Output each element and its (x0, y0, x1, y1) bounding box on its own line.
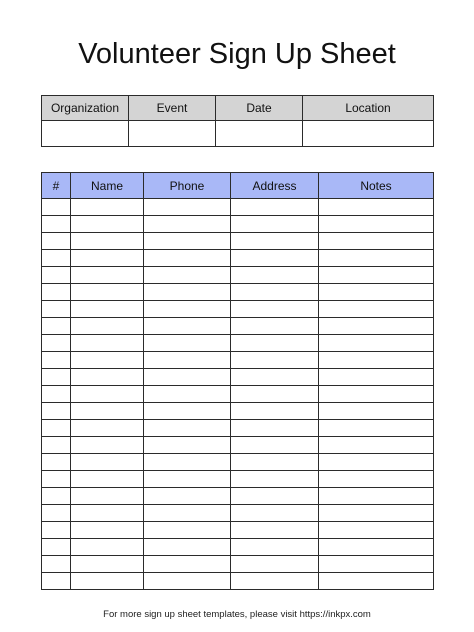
table-row (42, 437, 434, 454)
number-cell[interactable] (42, 318, 71, 335)
table-row (42, 454, 434, 471)
name-cell[interactable] (71, 522, 144, 539)
phone-cell[interactable] (144, 199, 231, 216)
table-row (42, 420, 434, 437)
name-cell[interactable] (71, 284, 144, 301)
number-header: # (42, 173, 71, 199)
table-row (42, 573, 434, 590)
table-row (42, 539, 434, 556)
address-cell[interactable] (231, 386, 319, 403)
table-row (42, 352, 434, 369)
name-cell[interactable] (71, 573, 144, 590)
date-header: Date (216, 96, 303, 121)
notes-cell[interactable] (319, 216, 434, 233)
notes-cell[interactable] (319, 284, 434, 301)
roster-header-row (42, 173, 434, 199)
address-cell[interactable] (231, 420, 319, 437)
address-cell[interactable] (231, 539, 319, 556)
table-row (42, 335, 434, 352)
address-cell[interactable] (231, 471, 319, 488)
name-cell[interactable] (71, 437, 144, 454)
phone-cell[interactable] (144, 216, 231, 233)
notes-cell[interactable] (319, 403, 434, 420)
name-cell[interactable] (71, 556, 144, 573)
number-cell[interactable] (42, 199, 71, 216)
name-cell[interactable] (71, 539, 144, 556)
address-cell[interactable] (231, 216, 319, 233)
phone-cell[interactable] (144, 335, 231, 352)
address-cell[interactable] (231, 556, 319, 573)
organization-field[interactable] (42, 121, 129, 147)
number-cell[interactable] (42, 471, 71, 488)
name-cell[interactable] (71, 216, 144, 233)
number-cell[interactable] (42, 573, 71, 590)
address-cell[interactable] (231, 335, 319, 352)
notes-cell[interactable] (319, 522, 434, 539)
address-cell[interactable] (231, 437, 319, 454)
notes-cell[interactable] (319, 556, 434, 573)
phone-cell[interactable] (144, 267, 231, 284)
address-cell[interactable] (231, 284, 319, 301)
event-info-header-row (42, 96, 434, 121)
table-row (42, 233, 434, 250)
notes-cell[interactable] (319, 488, 434, 505)
phone-cell[interactable] (144, 556, 231, 573)
number-cell[interactable] (42, 352, 71, 369)
phone-cell[interactable] (144, 233, 231, 250)
notes-cell[interactable] (319, 301, 434, 318)
notes-cell[interactable] (319, 573, 434, 590)
phone-cell[interactable] (144, 403, 231, 420)
event-info-value-row (42, 121, 434, 147)
table-row (42, 403, 434, 420)
table-row (42, 301, 434, 318)
address-cell[interactable] (231, 352, 319, 369)
notes-header: Notes (319, 173, 434, 199)
notes-cell[interactable] (319, 352, 434, 369)
address-cell[interactable] (231, 522, 319, 539)
phone-cell[interactable] (144, 573, 231, 590)
number-cell[interactable] (42, 233, 71, 250)
table-row (42, 216, 434, 233)
table-row (42, 522, 434, 539)
location-field[interactable] (303, 121, 434, 147)
event-field[interactable] (129, 121, 216, 147)
phone-cell[interactable] (144, 454, 231, 471)
address-cell[interactable] (231, 250, 319, 267)
notes-cell[interactable] (319, 335, 434, 352)
footer-note: For more sign up sheet templates, please visit https://inkpx.com (103, 609, 371, 620)
table-row (42, 505, 434, 522)
name-cell[interactable] (71, 199, 144, 216)
table-row (42, 386, 434, 403)
number-cell[interactable] (42, 488, 71, 505)
name-cell[interactable] (71, 250, 144, 267)
page-title: Volunteer Sign Up Sheet (78, 38, 396, 70)
phone-header: Phone (144, 173, 231, 199)
number-cell[interactable] (42, 301, 71, 318)
number-cell[interactable] (42, 284, 71, 301)
phone-cell[interactable] (144, 352, 231, 369)
name-cell[interactable] (71, 369, 144, 386)
number-cell[interactable] (42, 522, 71, 539)
phone-cell[interactable] (144, 369, 231, 386)
table-row (42, 199, 434, 216)
phone-cell[interactable] (144, 420, 231, 437)
phone-cell[interactable] (144, 386, 231, 403)
notes-cell[interactable] (319, 505, 434, 522)
table-row (42, 318, 434, 335)
notes-cell[interactable] (319, 420, 434, 437)
address-cell[interactable] (231, 318, 319, 335)
date-field[interactable] (216, 121, 303, 147)
address-cell[interactable] (231, 454, 319, 471)
notes-cell[interactable] (319, 539, 434, 556)
phone-cell[interactable] (144, 250, 231, 267)
number-cell[interactable] (42, 369, 71, 386)
phone-cell[interactable] (144, 488, 231, 505)
notes-cell[interactable] (319, 199, 434, 216)
table-row (42, 471, 434, 488)
number-cell[interactable] (42, 267, 71, 284)
notes-cell[interactable] (319, 250, 434, 267)
address-cell[interactable] (231, 301, 319, 318)
number-cell[interactable] (42, 420, 71, 437)
number-cell[interactable] (42, 556, 71, 573)
roster-body (42, 199, 434, 590)
number-cell[interactable] (42, 386, 71, 403)
name-cell[interactable] (71, 318, 144, 335)
number-cell[interactable] (42, 539, 71, 556)
number-cell[interactable] (42, 335, 71, 352)
number-cell[interactable] (42, 454, 71, 471)
phone-cell[interactable] (144, 284, 231, 301)
table-row (42, 488, 434, 505)
phone-cell[interactable] (144, 318, 231, 335)
name-cell[interactable] (71, 267, 144, 284)
table-row (42, 369, 434, 386)
name-cell[interactable] (71, 488, 144, 505)
notes-cell[interactable] (319, 369, 434, 386)
name-cell[interactable] (71, 454, 144, 471)
name-cell[interactable] (71, 403, 144, 420)
number-cell[interactable] (42, 505, 71, 522)
notes-cell[interactable] (319, 471, 434, 488)
number-cell[interactable] (42, 437, 71, 454)
address-cell[interactable] (231, 267, 319, 284)
notes-cell[interactable] (319, 267, 434, 284)
name-cell[interactable] (71, 471, 144, 488)
phone-cell[interactable] (144, 505, 231, 522)
name-cell[interactable] (71, 420, 144, 437)
notes-cell[interactable] (319, 454, 434, 471)
name-cell[interactable] (71, 505, 144, 522)
table-row (42, 250, 434, 267)
phone-cell[interactable] (144, 539, 231, 556)
volunteer-roster-table (41, 172, 434, 590)
name-cell[interactable] (71, 233, 144, 250)
name-cell[interactable] (71, 301, 144, 318)
address-cell[interactable] (231, 488, 319, 505)
number-cell[interactable] (42, 403, 71, 420)
location-header: Location (303, 96, 434, 121)
name-cell[interactable] (71, 386, 144, 403)
event-header: Event (129, 96, 216, 121)
address-cell[interactable] (231, 369, 319, 386)
notes-cell[interactable] (319, 437, 434, 454)
phone-cell[interactable] (144, 522, 231, 539)
phone-cell[interactable] (144, 471, 231, 488)
organization-header: Organization (42, 96, 129, 121)
name-cell[interactable] (71, 335, 144, 352)
notes-cell[interactable] (319, 318, 434, 335)
name-cell[interactable] (71, 352, 144, 369)
name-header: Name (71, 173, 144, 199)
notes-cell[interactable] (319, 386, 434, 403)
number-cell[interactable] (42, 250, 71, 267)
number-cell[interactable] (42, 216, 71, 233)
address-cell[interactable] (231, 199, 319, 216)
phone-cell[interactable] (144, 301, 231, 318)
address-header: Address (231, 173, 319, 199)
address-cell[interactable] (231, 573, 319, 590)
phone-cell[interactable] (144, 437, 231, 454)
event-info-table (41, 95, 434, 147)
table-row (42, 267, 434, 284)
address-cell[interactable] (231, 233, 319, 250)
table-row (42, 556, 434, 573)
address-cell[interactable] (231, 403, 319, 420)
address-cell[interactable] (231, 505, 319, 522)
table-row (42, 284, 434, 301)
notes-cell[interactable] (319, 233, 434, 250)
